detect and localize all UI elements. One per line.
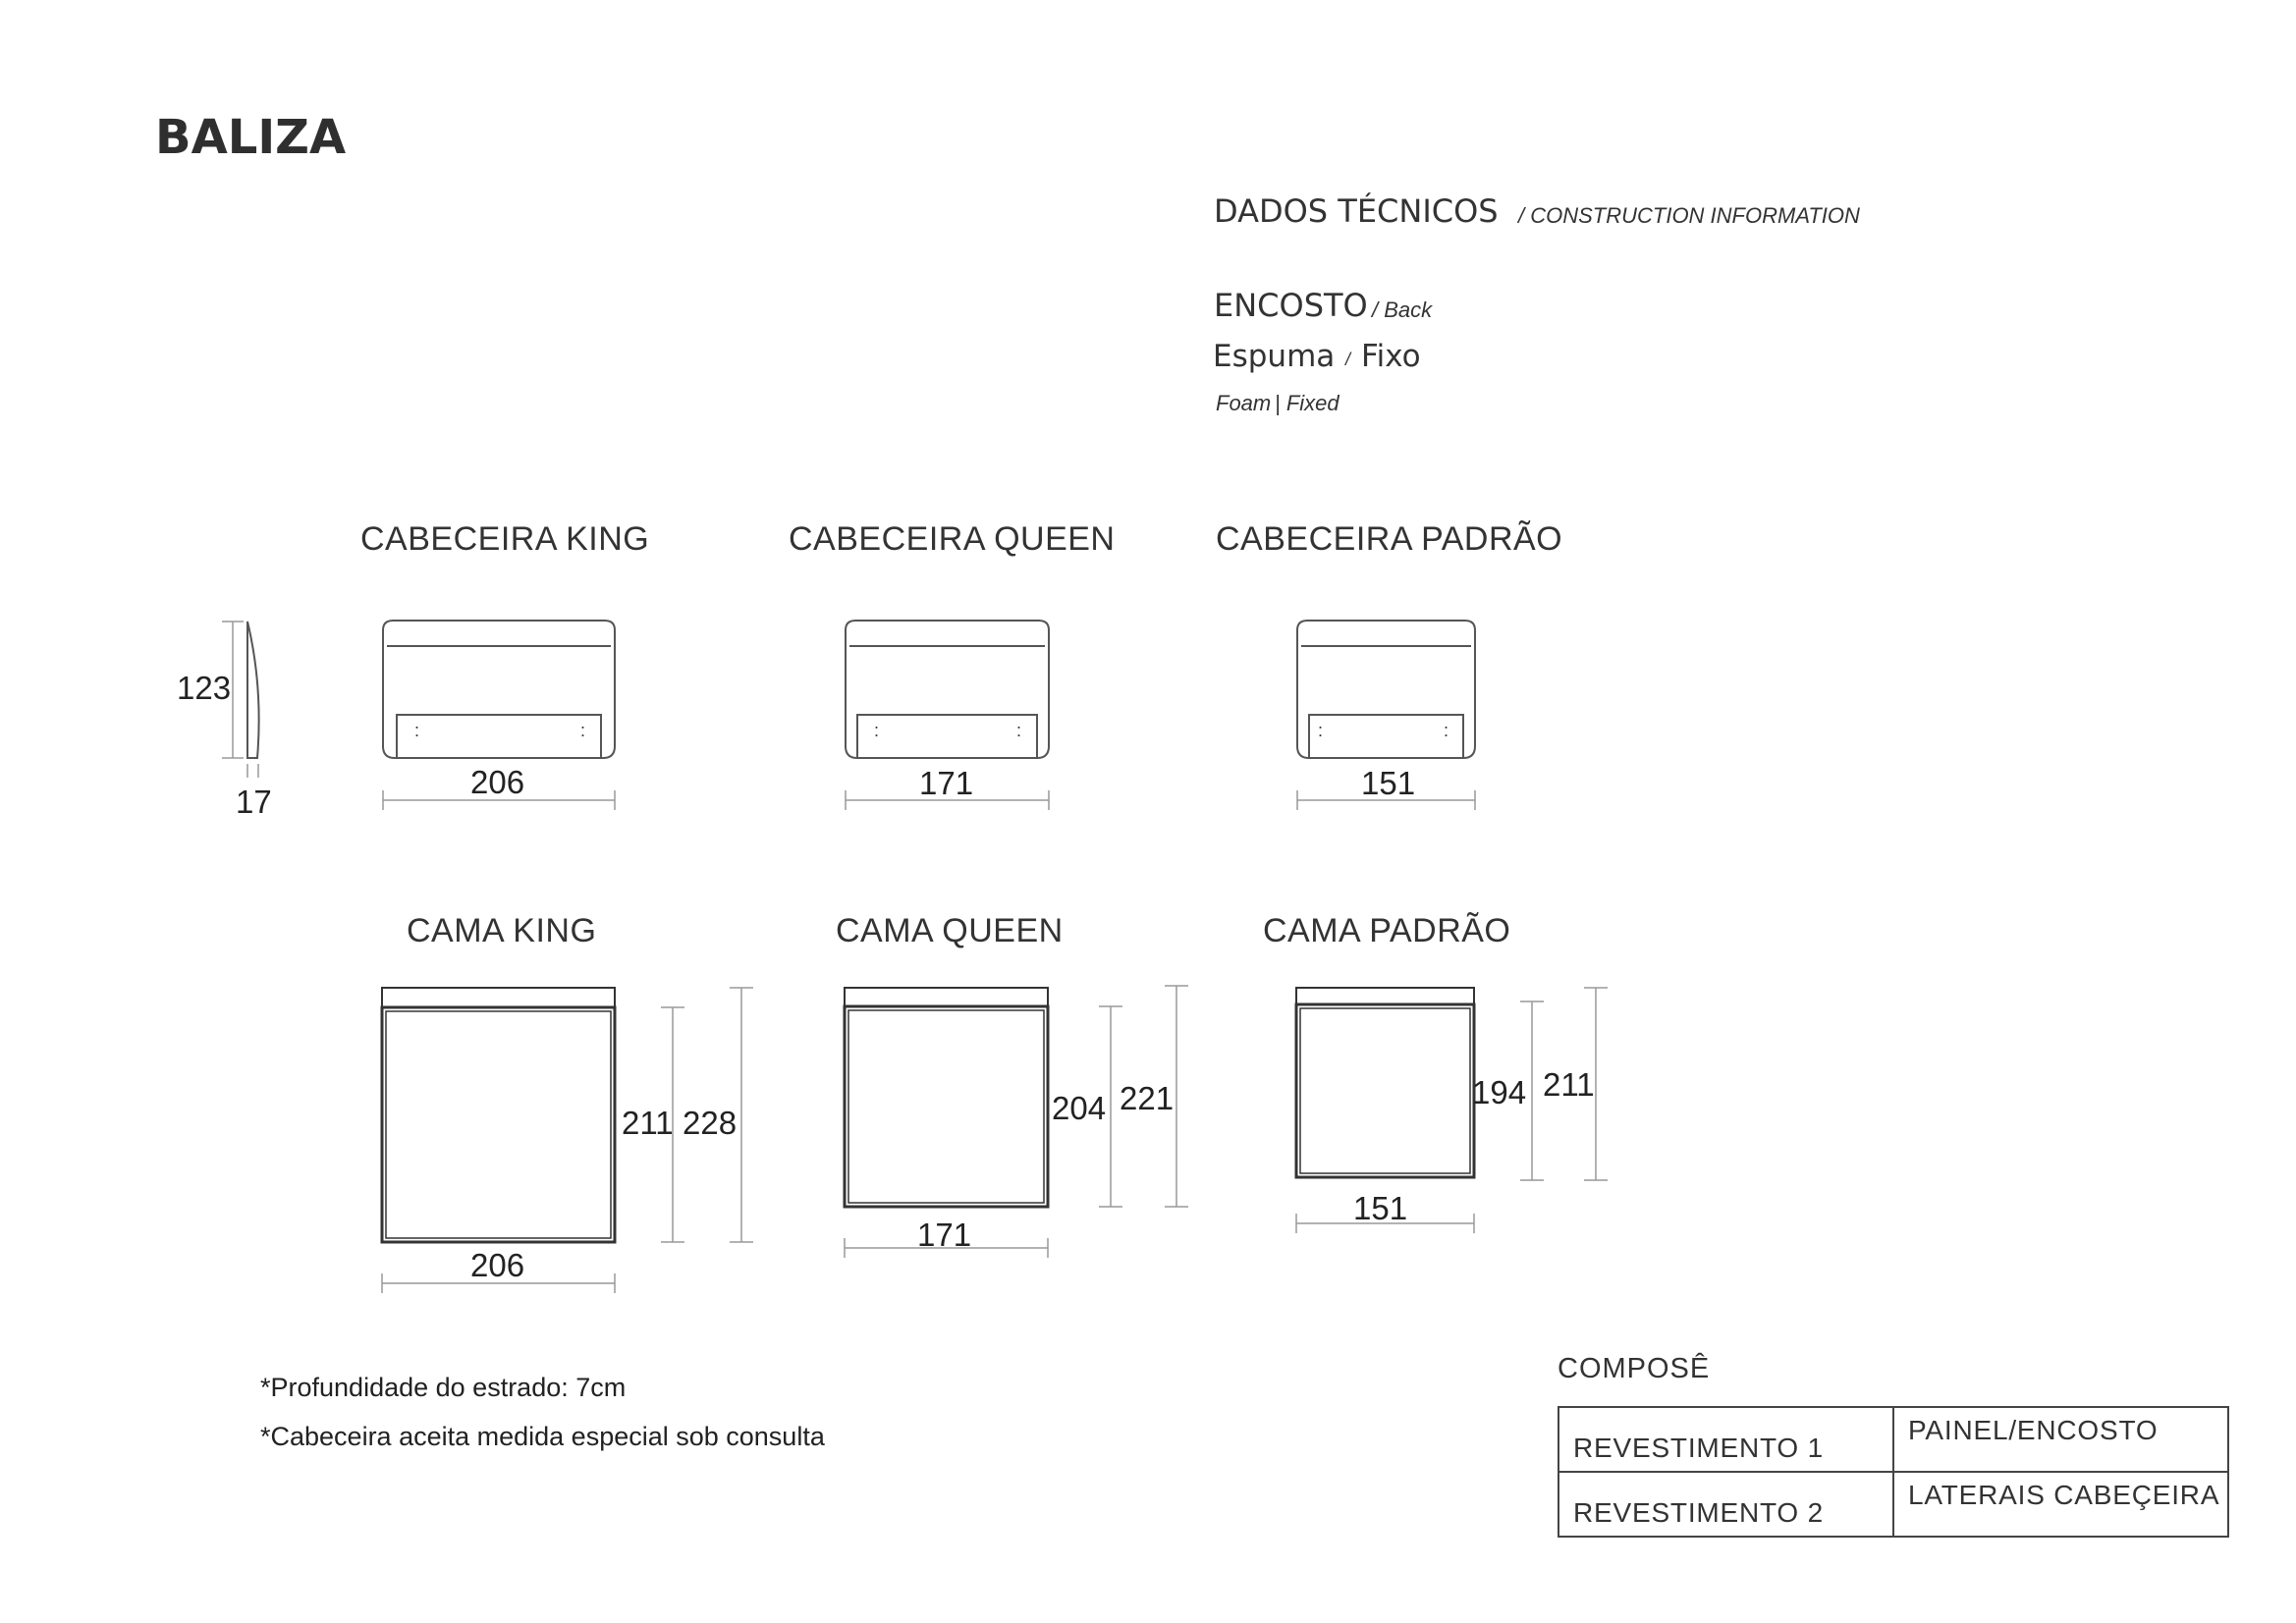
brand-title: BALIZA — [155, 110, 347, 165]
bed-queen-total-length: 221 — [1120, 1080, 1175, 1116]
tech-title: DADOS TÉCNICOS — [1214, 192, 1499, 230]
bed-king-inner-length: 211 — [622, 1105, 674, 1141]
composition-row-value: PAINEL/ENCOSTO — [1893, 1407, 2228, 1472]
note-custom-headboard: *Cabeceira aceita medida especial sob consulta — [260, 1422, 825, 1451]
bed-queen-inner-length: 204 — [1052, 1090, 1107, 1126]
bed-king-total-length: 228 — [683, 1105, 738, 1141]
bed-standard-width: 151 — [1353, 1190, 1408, 1226]
tech-title-en: / CONSTRUCTION INFORMATION — [1518, 203, 1860, 228]
composition-table — [1558, 1406, 2229, 1538]
bed-king-title: CAMA KING — [407, 912, 597, 949]
bed-queen-width: 171 — [917, 1217, 972, 1253]
note-bed-base-depth: *Profundidade do estrado: 7cm — [260, 1373, 627, 1402]
foam-label-en: Foam — [1216, 391, 1272, 415]
fixed-label: Fixo — [1361, 339, 1421, 374]
svg-text::: : — [1016, 721, 1022, 740]
composition-row-value: LATERAIS CABEÇEIRA — [1893, 1472, 2228, 1537]
composition-row-label: REVESTIMENTO 1 — [1558, 1407, 1893, 1472]
bed-standard-inner-length: 194 — [1472, 1074, 1527, 1110]
composition-row-label: REVESTIMENTO 2 — [1558, 1472, 1893, 1537]
svg-text::: : — [580, 721, 586, 740]
composition-title: COMPOSÊ — [1558, 1353, 1711, 1384]
bed-queen-dimlines — [845, 986, 1188, 1258]
bed-queen-title: CAMA QUEEN — [836, 912, 1064, 949]
headboard-king-width: 206 — [470, 764, 525, 800]
bed-queen-drawing — [845, 988, 1048, 1207]
side-height-label: 123 — [177, 670, 232, 706]
bed-king-drawing — [382, 988, 615, 1242]
fixed-label-en: | Fixed — [1275, 391, 1339, 415]
side-depth-label: 17 — [236, 784, 272, 820]
headboard-queen-width: 171 — [919, 765, 974, 801]
bed-standard-title: CAMA PADRÃO — [1263, 912, 1511, 949]
svg-text::: : — [874, 721, 880, 740]
bed-standard-dimlines — [1296, 988, 1608, 1233]
svg-text::: : — [414, 721, 420, 740]
back-label-en: / Back — [1372, 298, 1433, 322]
back-label: ENCOSTO — [1214, 287, 1368, 324]
bed-standard-drawing — [1296, 988, 1474, 1177]
svg-text::: : — [1318, 721, 1324, 740]
bed-standard-total-length: 211 — [1543, 1066, 1595, 1103]
headboard-king-drawing — [383, 621, 615, 758]
bed-king-width: 206 — [470, 1247, 525, 1283]
headboard-standard-drawing — [1297, 621, 1475, 758]
headboard-standard-title: CABECEIRA PADRÃO — [1216, 520, 1563, 558]
headboard-standard-width: 151 — [1361, 765, 1416, 801]
headboard-queen-title: CABECEIRA QUEEN — [789, 520, 1116, 558]
headboard-king-title: CABECEIRA KING — [360, 520, 650, 558]
foam-label: Espuma — [1213, 339, 1336, 374]
svg-text::: : — [1444, 721, 1449, 740]
table-row — [1558, 1407, 2228, 1472]
foam-fixed-separator: / — [1345, 350, 1351, 369]
headboard-queen-drawing — [846, 621, 1049, 758]
table-row — [1558, 1472, 2228, 1537]
